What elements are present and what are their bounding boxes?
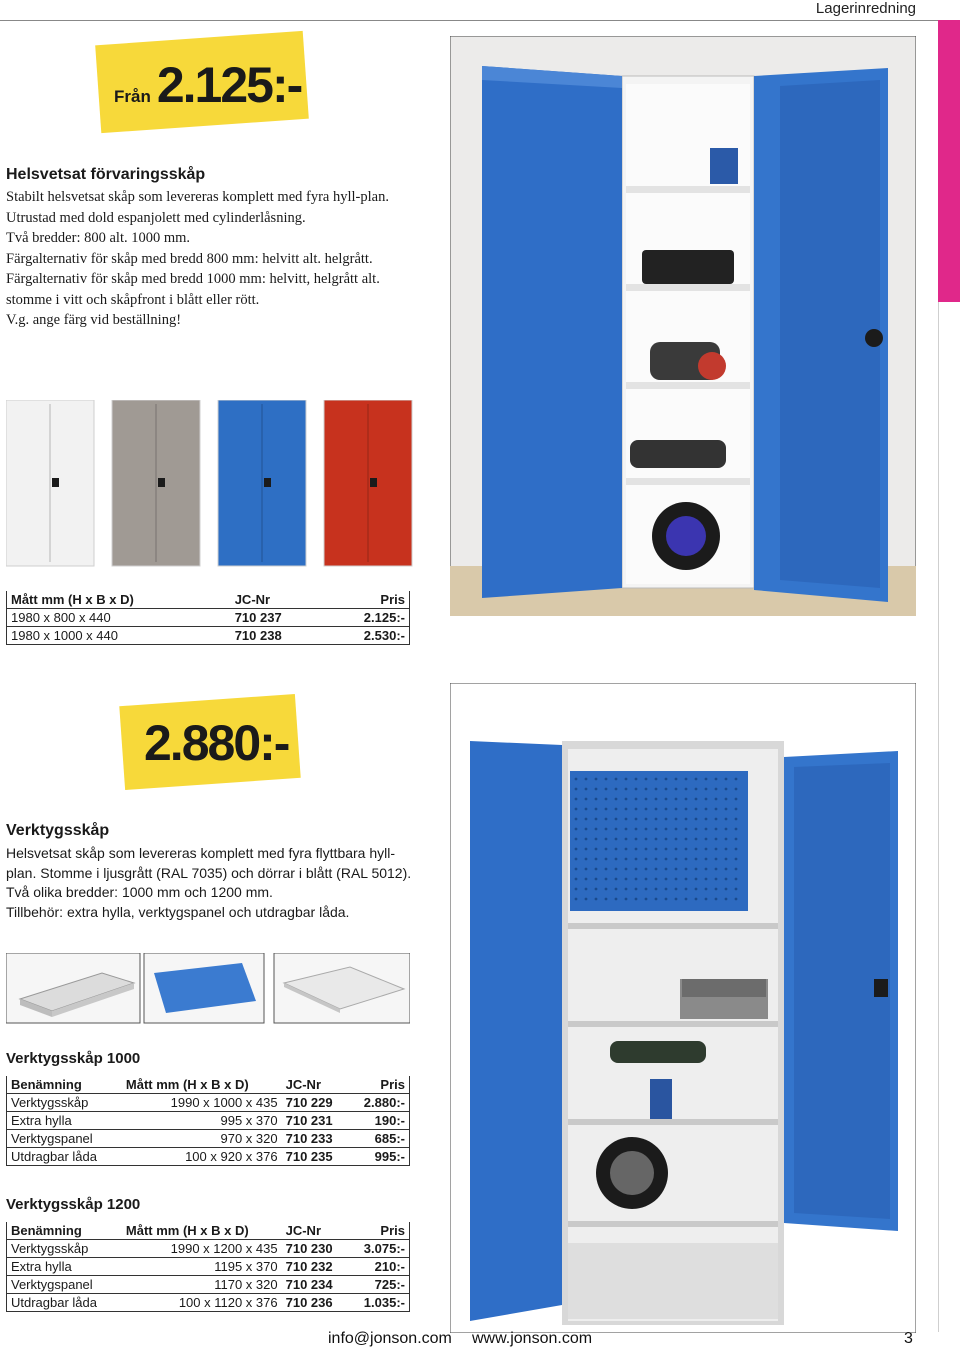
- cell: 725:-: [349, 1276, 410, 1294]
- col-header: Pris: [325, 591, 410, 609]
- table-title: Verktygsskåp 1200: [6, 1196, 141, 1213]
- cell: Verktygsskåp: [7, 1094, 122, 1112]
- cell: 1980 x 800 x 440: [7, 609, 231, 627]
- tool-panel-photo: [144, 953, 264, 1023]
- spec-table-1000: [6, 1076, 410, 1166]
- table-title: Verktygsskåp 1000: [6, 1050, 141, 1067]
- cell: 710 236: [282, 1294, 349, 1312]
- cell: 1990 x 1200 x 435: [122, 1240, 282, 1258]
- cell: 100 x 1120 x 376: [122, 1294, 282, 1312]
- cell: 100 x 920 x 376: [122, 1148, 282, 1166]
- cell: Utdragbar låda: [7, 1294, 122, 1312]
- price-value: 2.125:-: [156, 57, 302, 113]
- col-header: Benämning: [7, 1076, 122, 1094]
- table-row: [7, 1258, 410, 1276]
- section-tab: [938, 20, 960, 302]
- table-row: [7, 1094, 410, 1112]
- desc-line: V.g. ange färg vid beställning!: [6, 312, 182, 328]
- desc-line: Två bredder: 800 alt. 1000 mm.: [6, 230, 191, 246]
- cabinet-swatch: [6, 400, 94, 566]
- price-prefix: Från: [114, 87, 151, 106]
- cell: Extra hylla: [7, 1112, 122, 1130]
- header-rule: [0, 20, 938, 21]
- cell: 3.075:-: [349, 1240, 410, 1258]
- cabinet-swatch: [218, 400, 306, 566]
- cell: Verktygsskåp: [7, 1240, 122, 1258]
- cell: 995 x 370: [122, 1112, 282, 1130]
- cell: 2.530:-: [325, 627, 410, 645]
- desc-line: Utrustad med dold espanjolett med cylinderlåsning.: [6, 209, 306, 226]
- drawer-photo: [6, 953, 140, 1023]
- shelf-photo: [274, 953, 410, 1023]
- price-label: [114, 56, 301, 114]
- cabinet-swatch: [324, 400, 412, 566]
- cell: 190:-: [349, 1112, 410, 1130]
- cell: 710 238: [231, 627, 325, 645]
- spec-table: [6, 591, 410, 645]
- color-variants: [6, 400, 418, 570]
- col-header: JC-Nr: [282, 1222, 349, 1240]
- cell: 2.125:-: [325, 609, 410, 627]
- cell: 1195 x 370: [122, 1258, 282, 1276]
- col-header: Mått mm (H x B x D): [122, 1222, 282, 1240]
- tool-cabinet-photo: [450, 683, 916, 1333]
- cell: 970 x 320: [122, 1130, 282, 1148]
- cell: 710 237: [231, 609, 325, 627]
- table-row: [7, 1276, 410, 1294]
- cell: 710 233: [282, 1130, 349, 1148]
- email-link[interactable]: info@jonson.com: [328, 1330, 452, 1347]
- col-header: Mått mm (H x B x D): [7, 591, 231, 609]
- table-row: [7, 1240, 410, 1258]
- desc-line: Helsvetsat skåp som levereras komplett med fyra flyttbara hyll-plan. Stomme i ljusgrått (RAL 7035) och dörrar i blått (RAL 5012).: [6, 845, 412, 881]
- desc-line: Stabilt helsvetsat skåp som levereras komplett med fyra hyll-plan.: [6, 189, 389, 205]
- cell: 210:-: [349, 1258, 410, 1276]
- cell: 710 232: [282, 1258, 349, 1276]
- col-header: JC-Nr: [282, 1076, 349, 1094]
- table-row: [7, 627, 410, 645]
- cell: 2.880:-: [349, 1094, 410, 1112]
- page-number: 3: [904, 1330, 913, 1347]
- cell: 1990 x 1000 x 435: [122, 1094, 282, 1112]
- cell: 1170 x 320: [122, 1276, 282, 1294]
- desc-line: Två olika bredder: 1000 mm och 1200 mm.: [6, 884, 273, 900]
- desc-line: Färgalternativ för skåp med bredd 1000 mm: helvitt, helgrått alt. stomme i vitt och skåpfront i blått eller rött.: [6, 271, 380, 308]
- spec-table-1200: [6, 1222, 410, 1312]
- price-value: 2.880:-: [144, 715, 289, 771]
- website-link[interactable]: www.jonson.com: [472, 1330, 593, 1347]
- table-row: [7, 1148, 410, 1166]
- col-header: Pris: [349, 1222, 410, 1240]
- cell: Extra hylla: [7, 1258, 122, 1276]
- cell: 685:-: [349, 1130, 410, 1148]
- cell: 995:-: [349, 1148, 410, 1166]
- desc-line: Tillbehör: extra hylla, verktygspanel och utdragbar låda.: [6, 903, 350, 920]
- cabinet-swatch: [112, 400, 200, 566]
- cell: 710 230: [282, 1240, 349, 1258]
- table-row: [7, 1112, 410, 1130]
- accessory-photos: [6, 953, 410, 1025]
- product-description: [6, 844, 416, 922]
- cell: 1980 x 1000 x 440: [7, 627, 231, 645]
- desc-line: Färgalternativ för skåp med bredd 800 mm: helvitt alt. helgrått.: [6, 250, 373, 267]
- product-description: [6, 187, 416, 331]
- cell: 710 234: [282, 1276, 349, 1294]
- side-rule: [938, 302, 939, 1332]
- storage-cabinet-photo: [450, 36, 916, 616]
- cell: Verktygspanel: [7, 1130, 122, 1148]
- col-header: Mått mm (H x B x D): [122, 1076, 282, 1094]
- cell: Utdragbar låda: [7, 1148, 122, 1166]
- cell: 710 231: [282, 1112, 349, 1130]
- col-header: JC-Nr: [231, 591, 325, 609]
- table-row: [7, 1294, 410, 1312]
- section-header: Lagerinredning: [815, 0, 916, 17]
- product-title: Verktygsskåp: [6, 822, 110, 839]
- col-header: Benämning: [7, 1222, 122, 1240]
- cell: 1.035:-: [349, 1294, 410, 1312]
- table-row: [7, 1130, 410, 1148]
- cell: 710 235: [282, 1148, 349, 1166]
- col-header: Pris: [349, 1076, 410, 1094]
- cell: Verktygspanel: [7, 1276, 122, 1294]
- product-title: Helsvetsat förvaringsskåp: [6, 166, 206, 183]
- cell: 710 229: [282, 1094, 349, 1112]
- table-row: [7, 609, 410, 627]
